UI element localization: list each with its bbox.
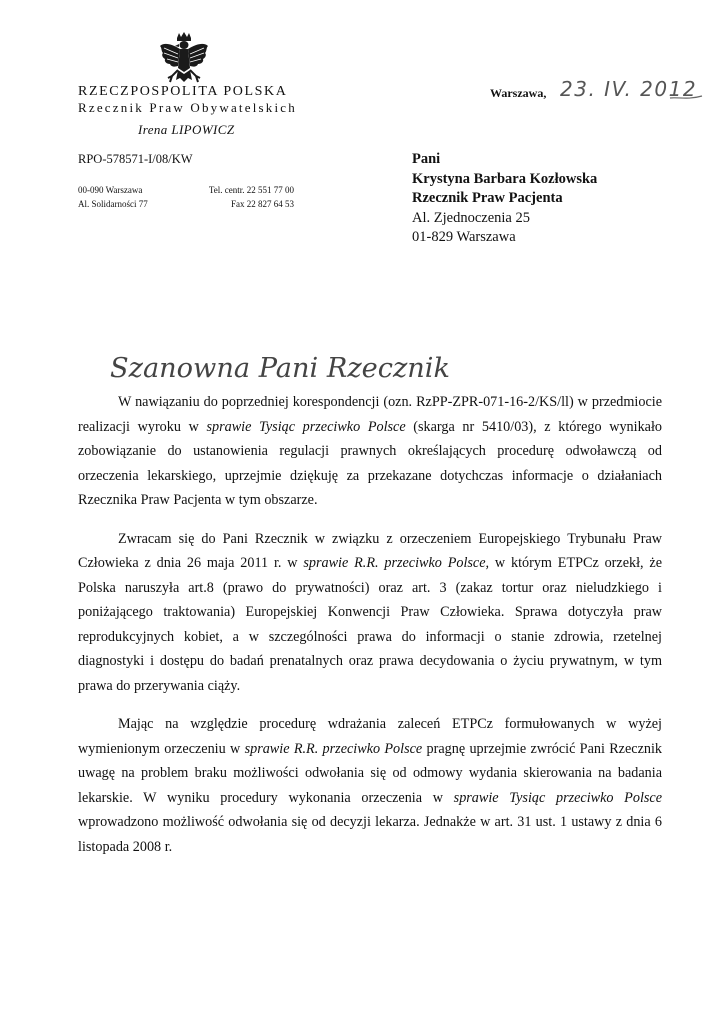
recipient-block [412,150,597,248]
paragraph-2 [78,527,662,699]
paragraph-3-text-c: wprowadzono możliwość odwołania się od decyzji lekarza. Jednakże w art. 31 ust. 1 ustawy z dnia 6 listopada 2008 r. [78,814,662,855]
handwritten-date-text: 23. IV. 2012 [560,77,698,101]
place-city: Warszawa, [490,86,547,100]
paragraph-1-text-a: W nawiązaniu do poprzedniej korespondencji (ozn. RzPP-ZPR-071-16-2/KS/ll) w przedmiocie realizacji wyroku w [78,394,662,435]
handwritten-salutation [108,345,458,391]
paragraph-2-text-a: Zwracam się do Pani Rzecznik w związku z orzeczeniem Europejskiego Trybunału Praw Człowieka z dnia 26 maja 2011 r. w [78,530,662,571]
recipient-city: 01-829 Warszawa [412,229,516,245]
institution-office: Rzecznik Praw Obywatelskich [78,100,297,115]
fax-number: Fax 22 827 64 53 [231,199,294,209]
polish-eagle-emblem-icon [158,32,210,90]
case-name: sprawie Tysiąc przeciwko Polsce [206,418,406,435]
phone-number: Tel. centr. 22 551 77 00 [208,185,294,195]
sender-address-line1: 00-090 Warszawa [78,185,143,195]
case-name: sprawie R.R. przeciwko Polsce [244,740,423,757]
case-name: sprawie R.R. przeciwko Polsce, [303,555,490,571]
sender-address [78,183,148,211]
case-name: sprawie Tysiąc przeciwko Polsce [453,789,663,806]
institution-name: RZECZPOSPOLITA POLSKA [78,84,288,99]
sender-address-line2: Al. Solidarności 77 [78,199,148,209]
recipient-title: Pani [412,151,441,167]
recipient-name: Krystyna Barbara Kozłowska [412,170,598,187]
paragraph-3-text-b: pragnę uprzejmie zwrócić Pani Rzecznik uwagę na problem braku możliwości odwołania się od odmowy wydania skierowania na badania lekarskie. W wyniku procedury wykonania orzeczenia w [78,740,662,806]
handwritten-date [558,74,708,106]
handwritten-salutation-text: Szanowna Pani Rzecznik [110,353,450,384]
sender-contacts [194,183,294,211]
paragraph-1-text-b: (skarga nr 5410/03), z którego wynikało zobowiązanie do ustanowienia regulacji prawnych określających procedurę odwoławczą od orzeczenia lekarskiego, uprzejmie dziękuję za przekazane dotychczas informacje o działaniach Rzecznika Praw Pacjenta w tym obszarze. [78,418,662,508]
recipient-position: Rzecznik Praw Pacjenta [412,190,563,206]
recipient-street: Al. Zjednoczenia 25 [412,209,530,226]
paragraph-3 [78,712,662,859]
paragraph-3-text-a: Mając na względzie procedurę wdrażania zaleceń ETPCz formułowanych w wyżej wymienionym orzeczeniu w [78,716,662,757]
ombudsman-name: Irena LIPOWICZ [138,122,235,137]
reference-number: RPO-578571-I/08/KW [78,152,193,166]
paragraph-2-text-b: w którym ETPCz orzekł, że Polska naruszyła art.8 (prawo do prywatności) oraz art. 3 (zakaz tortur oraz nieludzkiego i poniżającego traktowania) Europejskiej Konwencji Praw Człowieka. Sprawa dotyczyła praw reprodukcyjnych kobiet, a w szczególności prawa do informacji o stanie zdrowia, rzetelnej diagnostyki i dostępu do badań prenatalnych oraz prawa decydowania o życiu prywatnym, w tym prawa do przerywania ciąży. [78,555,663,694]
paragraph-1 [78,390,662,513]
letter-body [78,390,662,859]
